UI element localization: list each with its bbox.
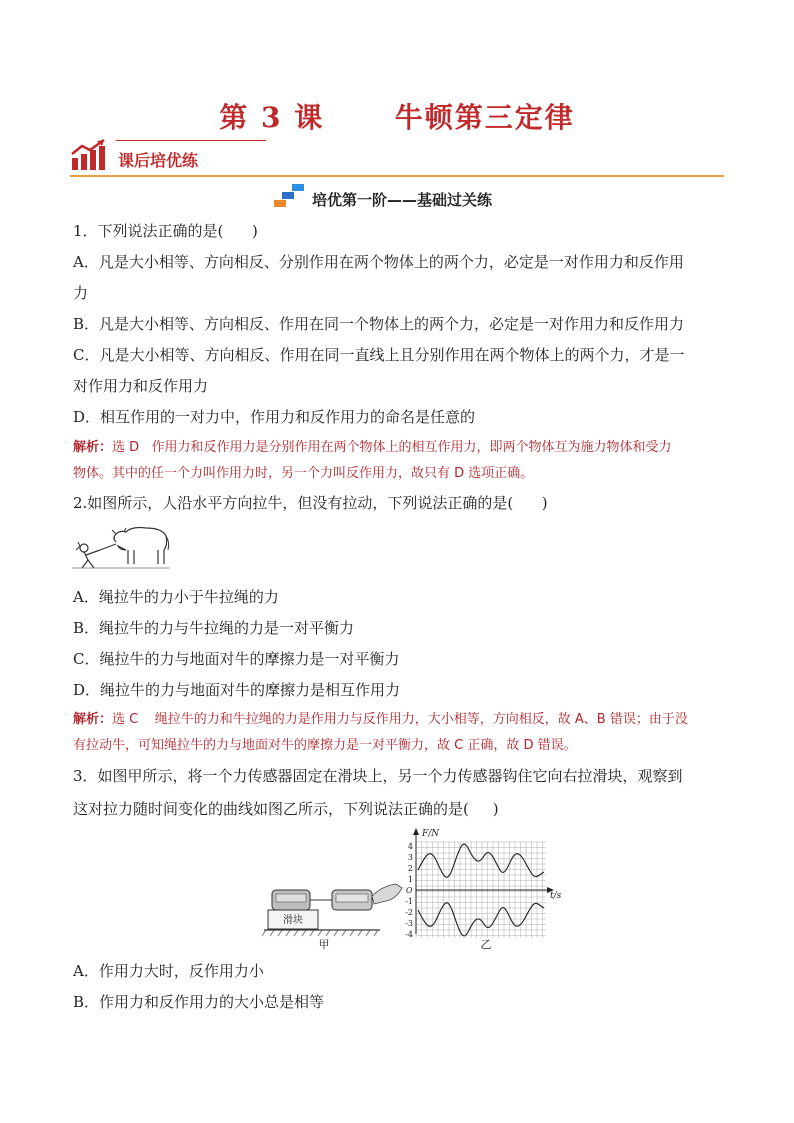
q2-option-b: B．绳拉牛的力与牛拉绳的力是一对平衡力 — [73, 619, 355, 637]
q1-option-d: D．相互作用的一对力中，作用力和反作用力的命名是任意的 — [73, 408, 476, 426]
origin-label: O — [406, 886, 413, 895]
q3-stem-cont: 这对拉力随时间变化的曲线如图乙所示，下列说法正确的是( ) — [73, 800, 499, 818]
negative-force-curve — [418, 903, 544, 936]
force-time-graph — [400, 826, 572, 954]
q1-option-c: C．凡是大小相等、方向相反、作用在同一直线上且分别作用在两个物体上的两个力，才是一 — [73, 346, 685, 364]
q2-option-c: C．绳拉牛的力与地面对牛的摩擦力是一对平衡力 — [73, 650, 400, 668]
q2-option-d: D．绳拉牛的力与地面对牛的摩擦力是相互作用力 — [73, 681, 401, 699]
y-tick-label: 4 — [407, 842, 413, 851]
y-tick-label: -3 — [405, 919, 413, 928]
q2-option-a: A．绳拉牛的力小于牛拉绳的力 — [73, 588, 279, 606]
q3-option-a: A．作用力大时，反作用力小 — [73, 962, 264, 980]
figure-b-caption: 乙 — [480, 938, 492, 951]
answer-prefix: 解析： — [73, 712, 113, 727]
section-label: 课后培优练 — [118, 151, 199, 170]
sensor-block-figure — [262, 878, 404, 952]
q1-option-c-cont: 对作用力和反作用力 — [73, 377, 209, 395]
q1-option-b: B．凡是大小相等、方向相反、作用在同一个物体上的两个力，必定是一对作用力和反作用力 — [73, 315, 685, 333]
figure-a-caption: 甲 — [318, 938, 330, 951]
x-axis-label: t/s — [550, 891, 562, 901]
q2-stem: 2.如图所示，人沿水平方向拉牛，但没有拉动，下列说法正确的是( ) — [73, 494, 548, 512]
q3-option-b: B．作用力和反作用力的大小总是相等 — [73, 993, 325, 1011]
y-tick-label: -2 — [405, 908, 413, 917]
y-tick-label: -4 — [405, 930, 413, 939]
block-label: 滑块 — [283, 915, 303, 926]
q2-answer-line1 — [73, 711, 688, 729]
stairs-icon — [272, 182, 308, 208]
y-tick-label: -1 — [405, 897, 413, 906]
page-title: 第 3 课 牛顿第三定律 — [219, 101, 575, 134]
q1-option-a: A．凡是大小相等、方向相反、分别作用在两个物体上的两个力，必定是一对作用力和反作用 — [73, 253, 684, 271]
positive-force-curve — [418, 844, 544, 877]
y-tick-label: 1 — [407, 875, 413, 884]
y-tick-label: 2 — [407, 864, 413, 873]
q1-answer-text: 选 D 作用力和反作用力是分别作用在两个物体上的相互作用力，即两个物体互为施力物体和受力 — [112, 440, 672, 455]
q1-stem: 1．下列说法正确的是( ) — [73, 222, 258, 240]
header-rule — [70, 175, 724, 177]
stage-header — [0, 180, 794, 210]
bar-chart-logo-icon — [70, 138, 110, 172]
header-top-line — [116, 140, 266, 141]
y-tick-label: 3 — [407, 853, 413, 862]
y-axis-label: F/N — [422, 829, 440, 839]
stage-label: 培优第一阶——基础过关练 — [312, 191, 493, 209]
q2-answer-line2: 有拉动牛，可知绳拉牛的力与地面对牛的摩擦力是一对平衡力，故 C 正确，故 D 错误。 — [73, 738, 577, 753]
person-pulling-cow-figure — [72, 520, 172, 572]
q1-option-a-cont: 力 — [73, 284, 89, 302]
answer-prefix: 解析： — [73, 440, 113, 455]
q1-answer-line1 — [73, 439, 672, 457]
section-header — [70, 138, 724, 178]
q1-answer-line2: 物体。其中的任一个力叫作用力时，另一个力叫反作用力，故只有 D 选项正确。 — [73, 466, 534, 481]
q3-stem: 3．如图甲所示，将一个力传感器固定在滑块上，另一个力传感器钩住它向右拉滑块，观察到 — [73, 767, 683, 785]
q2-answer-text: 选 C 绳拉牛的力和牛拉绳的力是作用力与反作用力，大小相等，方向相反，故 A、B 错误；由于没 — [112, 712, 688, 727]
